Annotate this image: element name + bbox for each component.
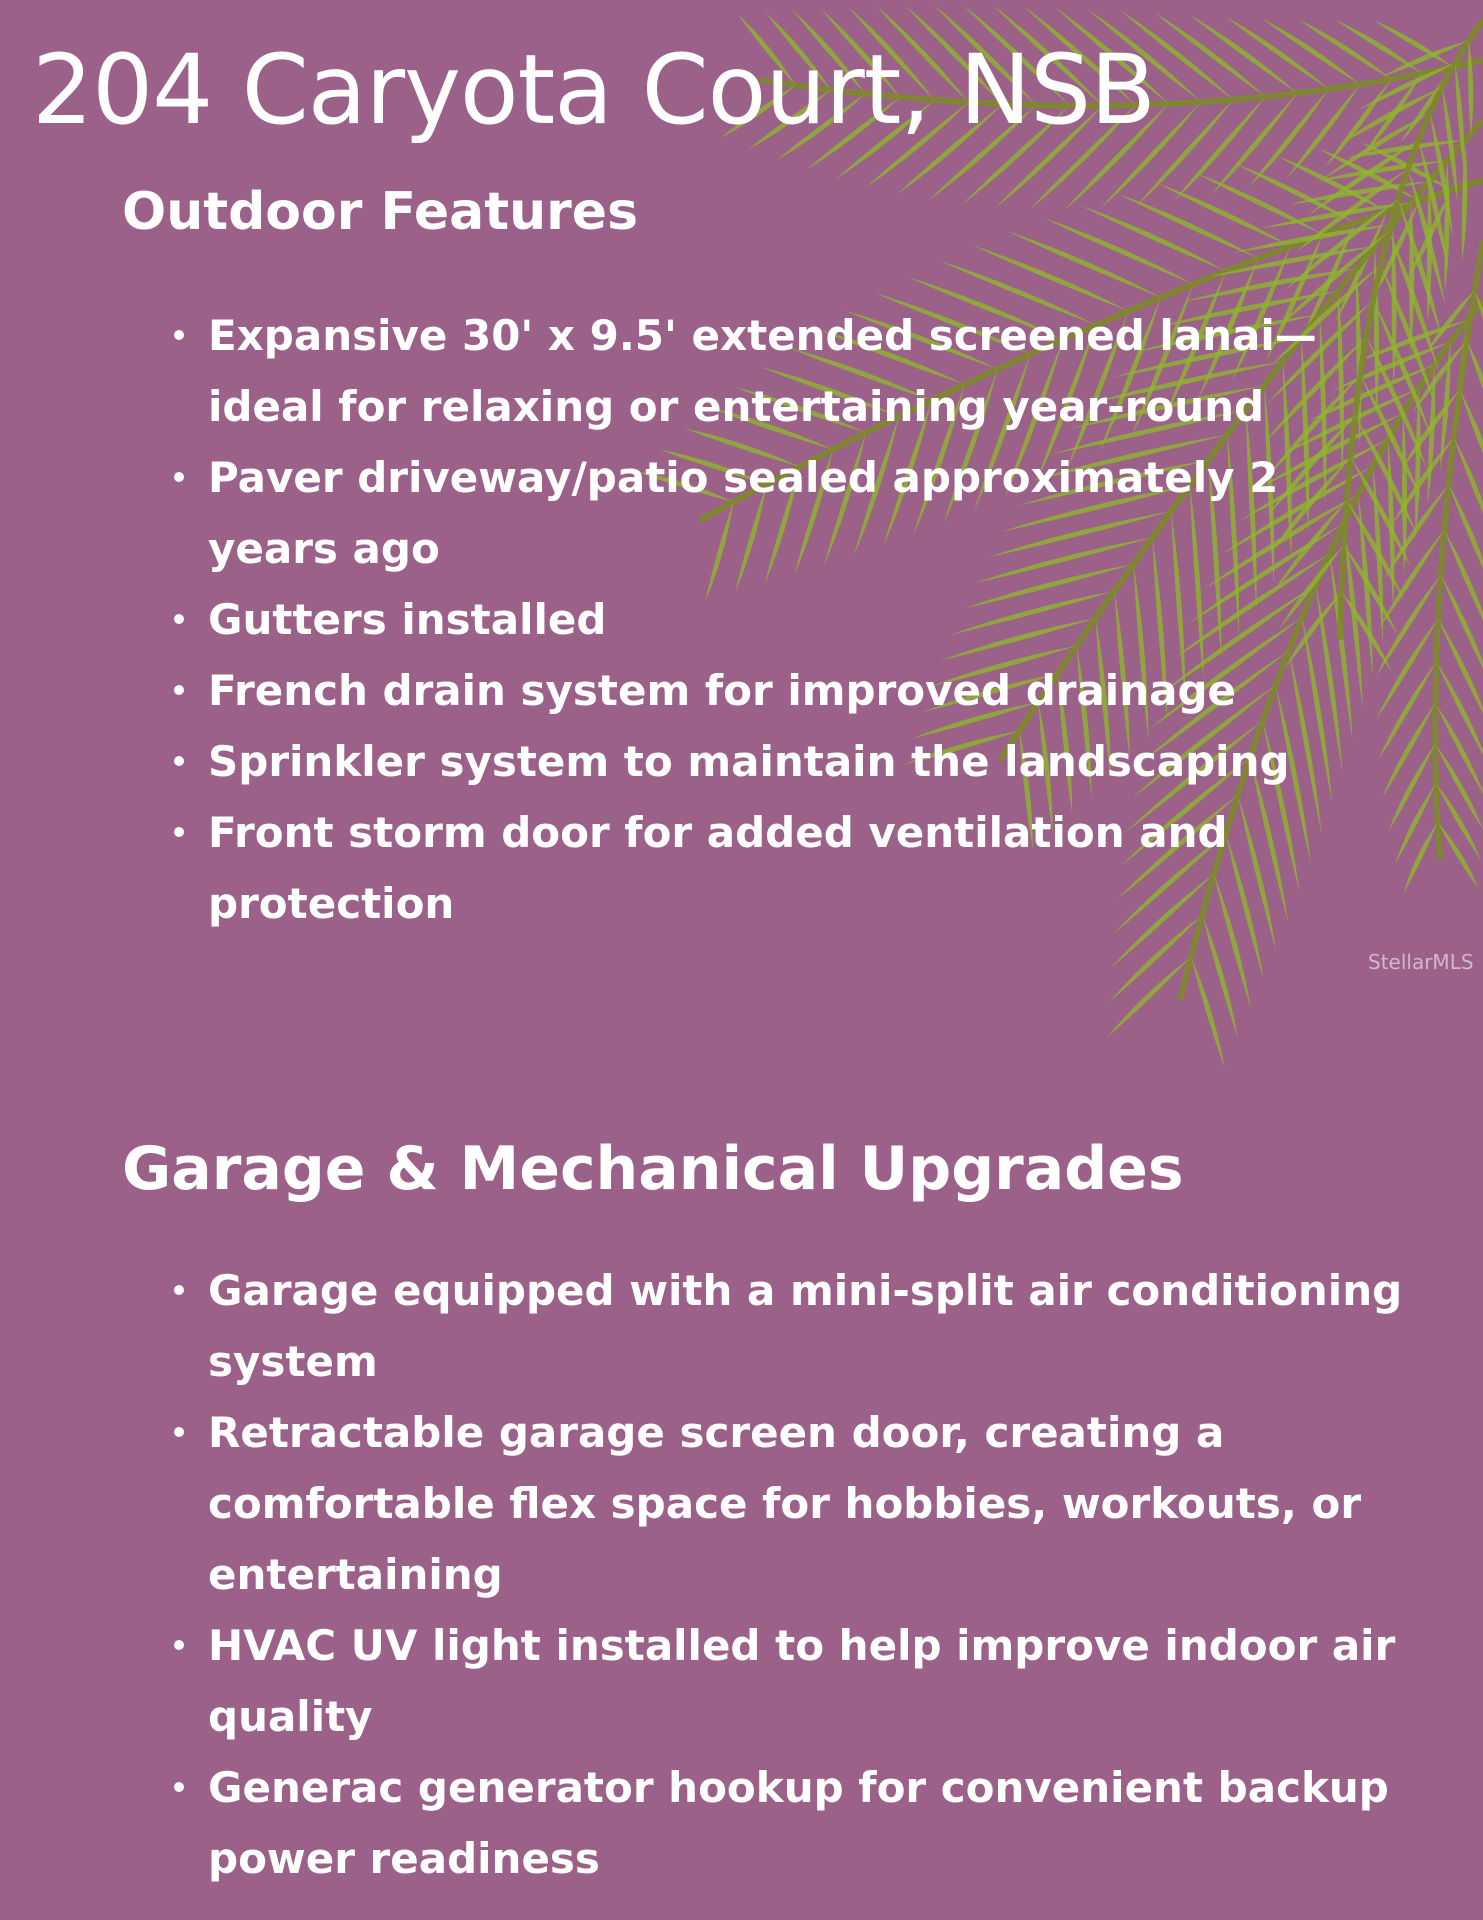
page-title: 204 Caryota Court, NSB xyxy=(32,34,1155,146)
stellar-mls-watermark: StellarMLS xyxy=(1368,950,1474,974)
list-item: HVAC UV light installed to help improve indoor air quality xyxy=(208,1610,1408,1752)
list-item: Gutters installed xyxy=(208,584,1408,655)
list-item: Garage equipped with a mini-split air conditioning system xyxy=(208,1255,1408,1397)
outdoor-features-list xyxy=(170,300,1408,939)
list-item: Expansive 30' x 9.5' extended screened lanai—ideal for relaxing or entertaining year-round xyxy=(208,300,1408,442)
list-item: Front storm door for added ventilation and protection xyxy=(208,797,1408,939)
list-item: Generac generator hookup for convenient backup power readiness xyxy=(208,1752,1408,1894)
list-item: Retractable garage screen door, creating a comfortable flex space for hobbies, workouts, or entertaining xyxy=(208,1397,1408,1610)
garage-mechanical-heading: Garage & Mechanical Upgrades xyxy=(122,1134,1184,1204)
list-item: Paver driveway/patio sealed approximately 2 years ago xyxy=(208,442,1408,584)
list-item: Sprinkler system to maintain the landscaping xyxy=(208,726,1408,797)
garage-upgrades-list xyxy=(170,1255,1408,1894)
list-item: French drain system for improved drainage xyxy=(208,655,1408,726)
outdoor-features-heading: Outdoor Features xyxy=(122,182,639,242)
